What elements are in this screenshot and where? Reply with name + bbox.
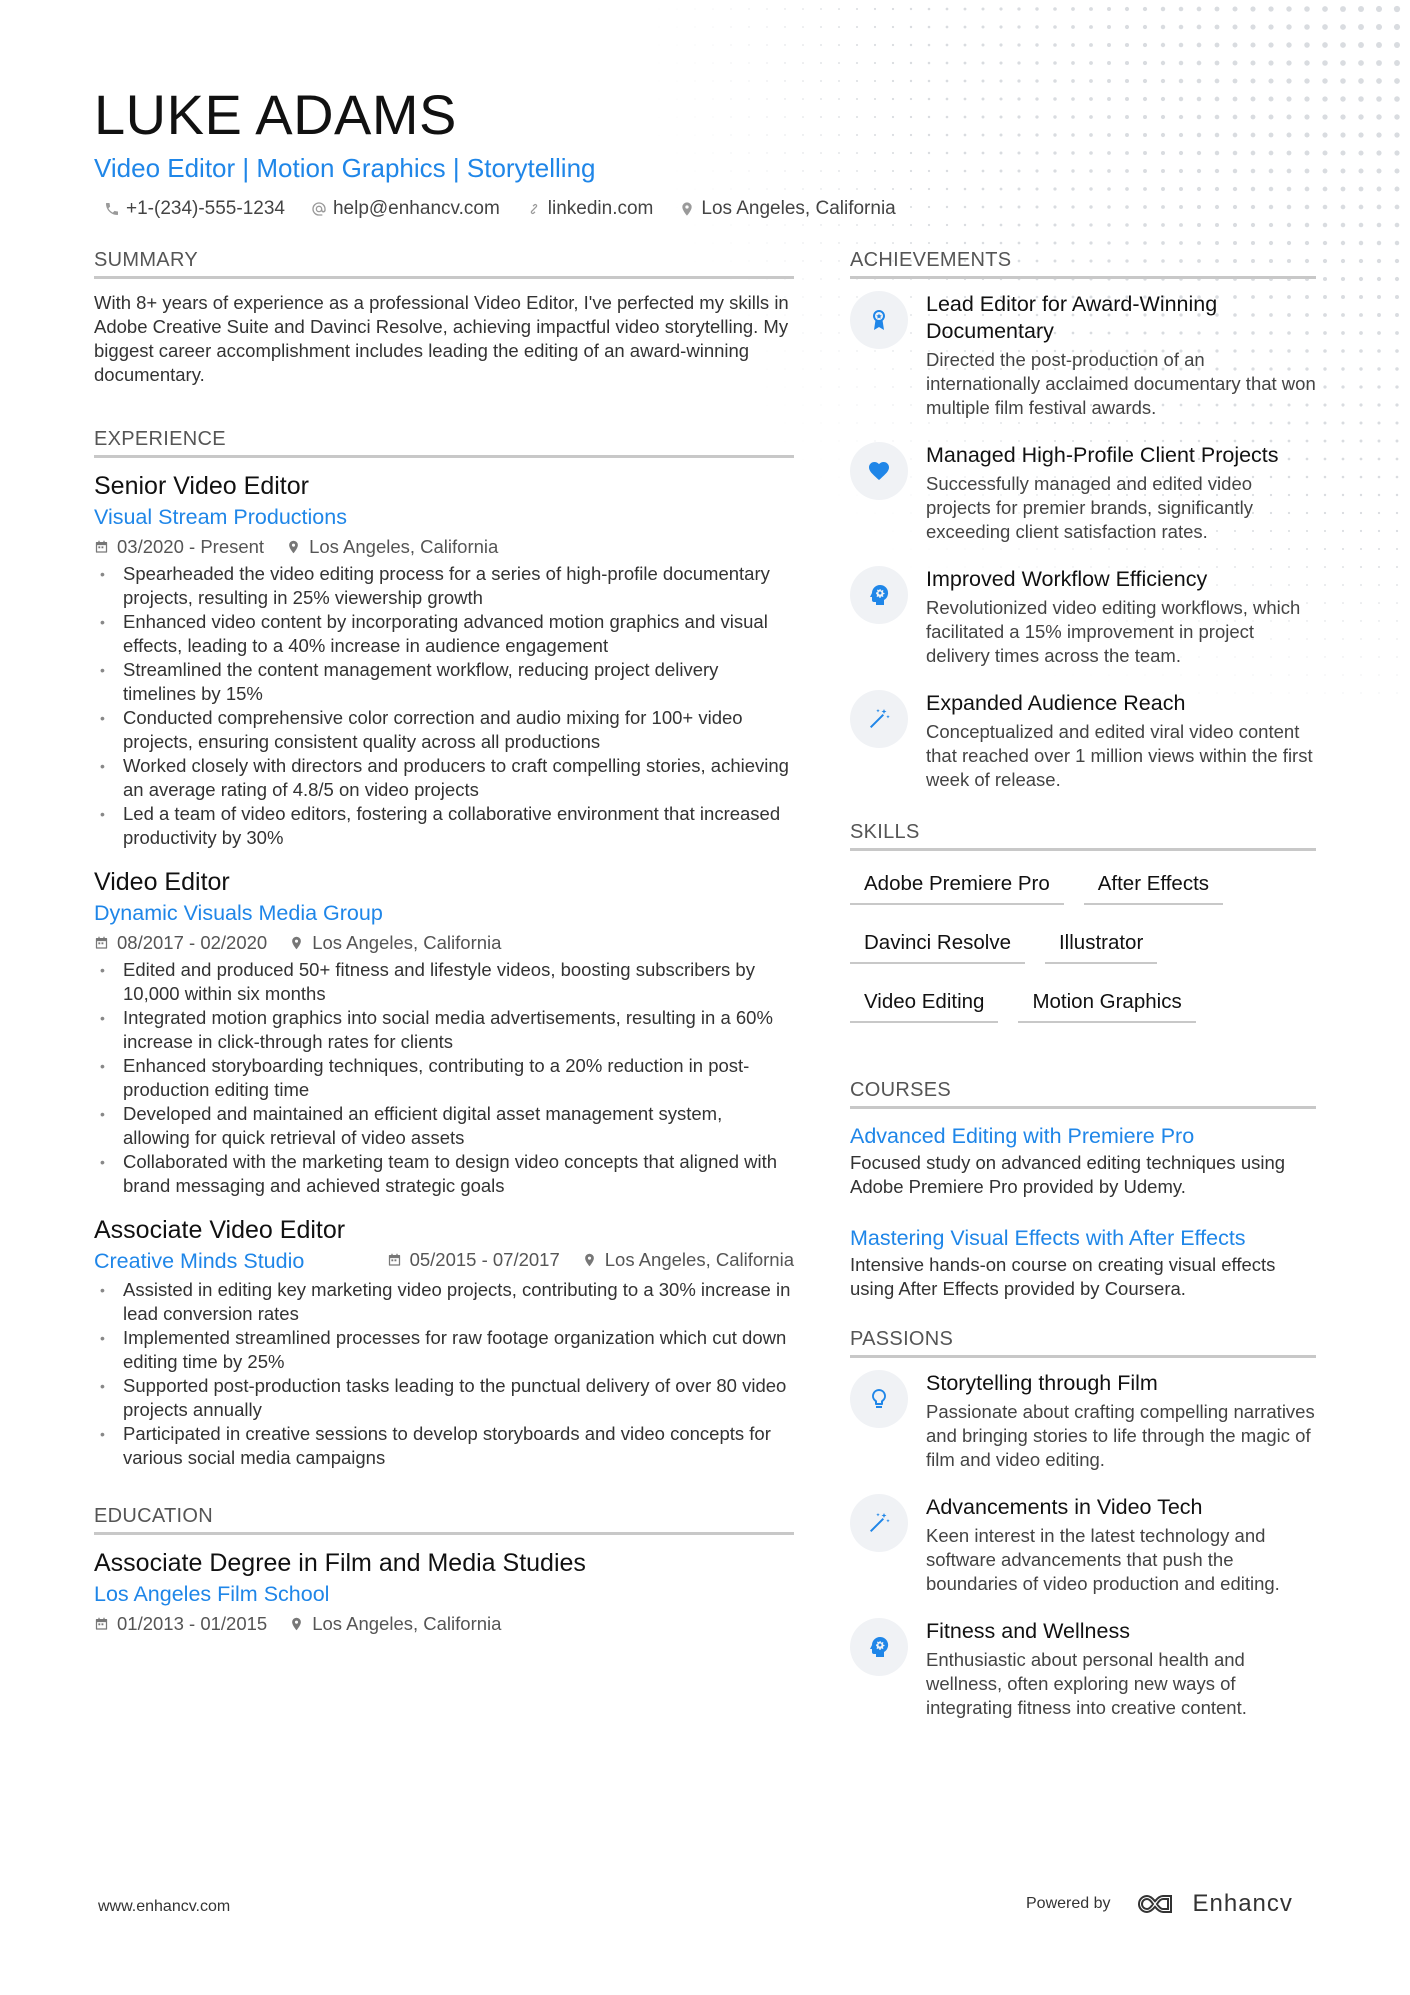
location-icon <box>289 935 304 951</box>
passion-item <box>850 1618 1316 1720</box>
job-dates <box>387 1247 560 1273</box>
job-location-text: Los Angeles, California <box>604 1249 794 1270</box>
location-icon <box>289 1616 304 1632</box>
summary-text: With 8+ years of experience as a professional Video Editor, I've perfected my skills in Adobe Creative Suite and Davinci Resolve, achieving impactful video storytelling. My biggest career accomplishment includes leading the editing of an award-winning documentary. <box>94 292 789 385</box>
infinity-logo-icon <box>1135 1892 1183 1916</box>
achievement-icon-badge <box>850 442 908 500</box>
resume-header <box>94 84 1294 220</box>
passion-desc: Keen interest in the latest technology and software advancements that push the boundaries of video production and editing. <box>926 1525 1280 1594</box>
achievement-content <box>926 442 1316 544</box>
award-ribbon-icon <box>867 308 891 332</box>
job-entry <box>94 470 794 850</box>
achievements-section <box>850 248 1316 792</box>
course-desc: Focused study on advanced editing techniques using Adobe Premiere Pro provided by Udemy. <box>850 1152 1286 1197</box>
achievement-content <box>926 566 1316 668</box>
heart-icon <box>867 459 891 483</box>
passion-content <box>926 1370 1316 1472</box>
job-bullet: • Edited and produced 50+ fitness and lifestyle videos, boosting subscribers by 10,000 within six months <box>94 958 794 1006</box>
phone-icon <box>104 201 120 217</box>
right-column <box>850 248 1316 1760</box>
course-item <box>850 1121 1316 1199</box>
job-entry <box>94 866 794 1198</box>
job-title: Video Editor <box>94 868 230 896</box>
job-location <box>286 534 498 560</box>
contact-bar <box>94 198 1294 220</box>
brand-name: Enhancv <box>1192 1890 1293 1917</box>
passion-content <box>926 1618 1316 1720</box>
company-name: Dynamic Visuals Media Group <box>94 901 383 925</box>
achievement-item <box>850 291 1316 420</box>
achievements-heading: ACHIEVEMENTS <box>850 248 1316 279</box>
job-meta <box>94 930 794 956</box>
job-bullet: • Streamlined the content management workflow, reducing project delivery timelines by 15% <box>94 658 794 706</box>
calendar-icon <box>94 539 109 555</box>
powered-by-text: Powered by <box>1026 1895 1111 1912</box>
achievement-title: Managed High-Profile Client Projects <box>926 443 1279 467</box>
calendar-icon <box>94 935 109 951</box>
job-company-row <box>94 1246 794 1276</box>
contact-location-text: Los Angeles, California <box>701 198 896 219</box>
footer-brand <box>1026 1890 1293 1918</box>
contact-phone <box>104 198 285 220</box>
job-title: Senior Video Editor <box>94 472 309 500</box>
job-meta <box>387 1247 794 1273</box>
achievement-icon-badge <box>850 566 908 624</box>
passion-item <box>850 1370 1316 1472</box>
job-bullets <box>94 1278 794 1470</box>
summary-heading: SUMMARY <box>94 248 794 279</box>
degree-title: Associate Degree in Film and Media Studies <box>94 1549 586 1577</box>
contact-phone-text: +1-(234)-555-1234 <box>126 198 285 219</box>
job-bullet: • Implemented streamlined processes for raw footage organization which cut down editing time by 25% <box>94 1326 794 1374</box>
education-heading: EDUCATION <box>94 1504 794 1535</box>
passion-icon-badge <box>850 1494 908 1552</box>
education-location-text: Los Angeles, California <box>312 1613 502 1634</box>
passion-title: Fitness and Wellness <box>926 1619 1130 1643</box>
achievement-icon-badge <box>850 291 908 349</box>
job-entry <box>94 1214 794 1470</box>
job-dates <box>94 930 267 956</box>
education-dates-text: 01/2013 - 01/2015 <box>117 1613 268 1634</box>
skill-tag: After Effects <box>1084 863 1223 905</box>
skills-heading: SKILLS <box>850 820 1316 851</box>
footer-url[interactable]: www.enhancv.com <box>98 1898 231 1915</box>
courses-heading: COURSES <box>850 1078 1316 1109</box>
passion-icon-badge <box>850 1618 908 1676</box>
left-column <box>94 248 794 1677</box>
company-name: Creative Minds Studio <box>94 1249 305 1273</box>
job-location <box>289 930 501 956</box>
passion-icon-badge <box>850 1370 908 1428</box>
magic-wand-icon <box>867 1511 891 1535</box>
job-bullet: • Conducted comprehensive color correction and audio mixing for 100+ video projects, ensuring consistent quality across all productions <box>94 706 794 754</box>
education-meta <box>94 1611 794 1637</box>
job-bullet: • Enhanced video content by incorporating advanced motion graphics and visual effects, leading to a 40% increase in audience engagement <box>94 610 794 658</box>
passion-title: Storytelling through Film <box>926 1371 1158 1395</box>
job-bullet: • Participated in creative sessions to develop storyboards and video concepts for various social media campaigns <box>94 1422 794 1470</box>
job-dates-text: 03/2020 - Present <box>117 536 265 557</box>
job-location-text: Los Angeles, California <box>312 932 502 953</box>
skills-list <box>850 863 1316 1040</box>
courses-section <box>850 1078 1316 1301</box>
job-bullet: • Spearheaded the video editing process for a series of high-profile documentary projects, resulting in 25% viewership growth <box>94 562 794 610</box>
candidate-name: LUKE ADAMS <box>94 83 457 146</box>
course-item <box>850 1223 1316 1301</box>
head-gear-icon <box>867 583 891 607</box>
passion-item <box>850 1494 1316 1596</box>
contact-email-text[interactable]: help@enhancv.com <box>332 198 500 219</box>
calendar-icon <box>94 1616 109 1632</box>
achievement-desc: Successfully managed and edited video projects for premier brands, significantly exceeding client satisfaction rates. <box>926 473 1253 542</box>
job-location-text: Los Angeles, California <box>309 536 499 557</box>
head-gear-icon <box>867 1635 891 1659</box>
passions-section <box>850 1327 1316 1720</box>
enhancv-logo[interactable] <box>1135 1890 1293 1918</box>
achievement-desc: Revolutionized video editing workflows, which facilitated a 15% improvement in project delivery times across the team. <box>926 597 1301 666</box>
job-dates-text: 05/2015 - 07/2017 <box>409 1249 560 1270</box>
achievement-title: Lead Editor for Award-Winning Documentary <box>926 292 1218 343</box>
passion-content <box>926 1494 1316 1596</box>
contact-linkedin <box>526 198 654 220</box>
course-title: Advanced Editing with Premiere Pro <box>850 1124 1195 1148</box>
education-section <box>94 1504 794 1637</box>
achievement-item <box>850 566 1316 668</box>
experience-section <box>94 427 794 1470</box>
achievement-content <box>926 690 1316 792</box>
magic-wand-icon <box>867 707 891 731</box>
school-name: Los Angeles Film School <box>94 1582 330 1606</box>
achievement-title: Improved Workflow Efficiency <box>926 567 1208 591</box>
course-title: Mastering Visual Effects with After Effects <box>850 1226 1246 1250</box>
job-meta <box>94 534 794 560</box>
job-bullet: • Collaborated with the marketing team to design video concepts that aligned with brand messaging and achieved strategic goals <box>94 1150 794 1198</box>
at-icon <box>311 201 327 217</box>
job-bullet: • Developed and maintained an efficient digital asset management system, allowing for quick retrieval of video assets <box>94 1102 794 1150</box>
skill-tag: Illustrator <box>1045 922 1157 964</box>
skill-tag: Video Editing <box>850 981 998 1023</box>
summary-section <box>94 248 794 387</box>
job-bullet: • Assisted in editing key marketing video projects, contributing to a 30% increase in lead conversion rates <box>94 1278 794 1326</box>
contact-location <box>679 198 895 220</box>
achievement-desc: Directed the post-production of an internationally acclaimed documentary that won multiple film festival awards. <box>926 349 1316 418</box>
link-icon <box>526 201 542 217</box>
contact-linkedin-text[interactable]: linkedin.com <box>547 198 654 219</box>
job-bullet: • Worked closely with directors and producers to craft compelling stories, achieving an average rating of 4.8/5 on video projects <box>94 754 794 802</box>
job-bullet: • Supported post-production tasks leading to the punctual delivery of over 80 video projects annually <box>94 1374 794 1422</box>
course-desc: Intensive hands-on course on creating visual effects using After Effects provided by Coursera. <box>850 1254 1276 1299</box>
job-bullet: • Led a team of video editors, fostering a collaborative environment that increased productivity by 30% <box>94 802 794 850</box>
location-icon <box>582 1252 597 1268</box>
job-bullet: • Enhanced storyboarding techniques, contributing to a 20% reduction in post-production editing time <box>94 1054 794 1102</box>
passion-title: Advancements in Video Tech <box>926 1495 1203 1519</box>
location-icon <box>679 201 695 217</box>
job-bullet: • Integrated motion graphics into social media advertisements, resulting in a 60% increase in click-through rates for clients <box>94 1006 794 1054</box>
education-location <box>289 1611 501 1637</box>
job-dates <box>94 534 264 560</box>
experience-heading: EXPERIENCE <box>94 427 794 458</box>
job-dates-text: 08/2017 - 02/2020 <box>117 932 268 953</box>
candidate-tagline: Video Editor | Motion Graphics | Storytelling <box>94 153 596 183</box>
passion-desc: Passionate about crafting compelling narratives and bringing stories to life through the magic of film and video editing. <box>926 1401 1315 1470</box>
education-dates <box>94 1611 267 1637</box>
passion-desc: Enthusiastic about personal health and wellness, often exploring new ways of integrating fitness into creative content. <box>926 1649 1247 1718</box>
skill-tag: Motion Graphics <box>1018 981 1195 1023</box>
achievement-content <box>926 291 1316 420</box>
job-location <box>582 1247 794 1273</box>
skill-tag: Davinci Resolve <box>850 922 1025 964</box>
achievement-item <box>850 442 1316 544</box>
achievement-title: Expanded Audience Reach <box>926 691 1186 715</box>
achievement-item <box>850 690 1316 792</box>
skills-section <box>850 820 1316 1040</box>
achievement-icon-badge <box>850 690 908 748</box>
passions-heading: PASSIONS <box>850 1327 1316 1358</box>
company-name: Visual Stream Productions <box>94 505 347 529</box>
job-title: Associate Video Editor <box>94 1216 346 1244</box>
skill-tag: Adobe Premiere Pro <box>850 863 1064 905</box>
calendar-icon <box>387 1252 402 1268</box>
lightbulb-icon <box>867 1387 891 1411</box>
contact-email <box>311 198 500 220</box>
achievement-desc: Conceptualized and edited viral video content that reached over 1 million views within the first week of release. <box>926 721 1313 790</box>
job-bullets <box>94 562 794 850</box>
job-bullets <box>94 958 794 1198</box>
location-icon <box>286 539 301 555</box>
